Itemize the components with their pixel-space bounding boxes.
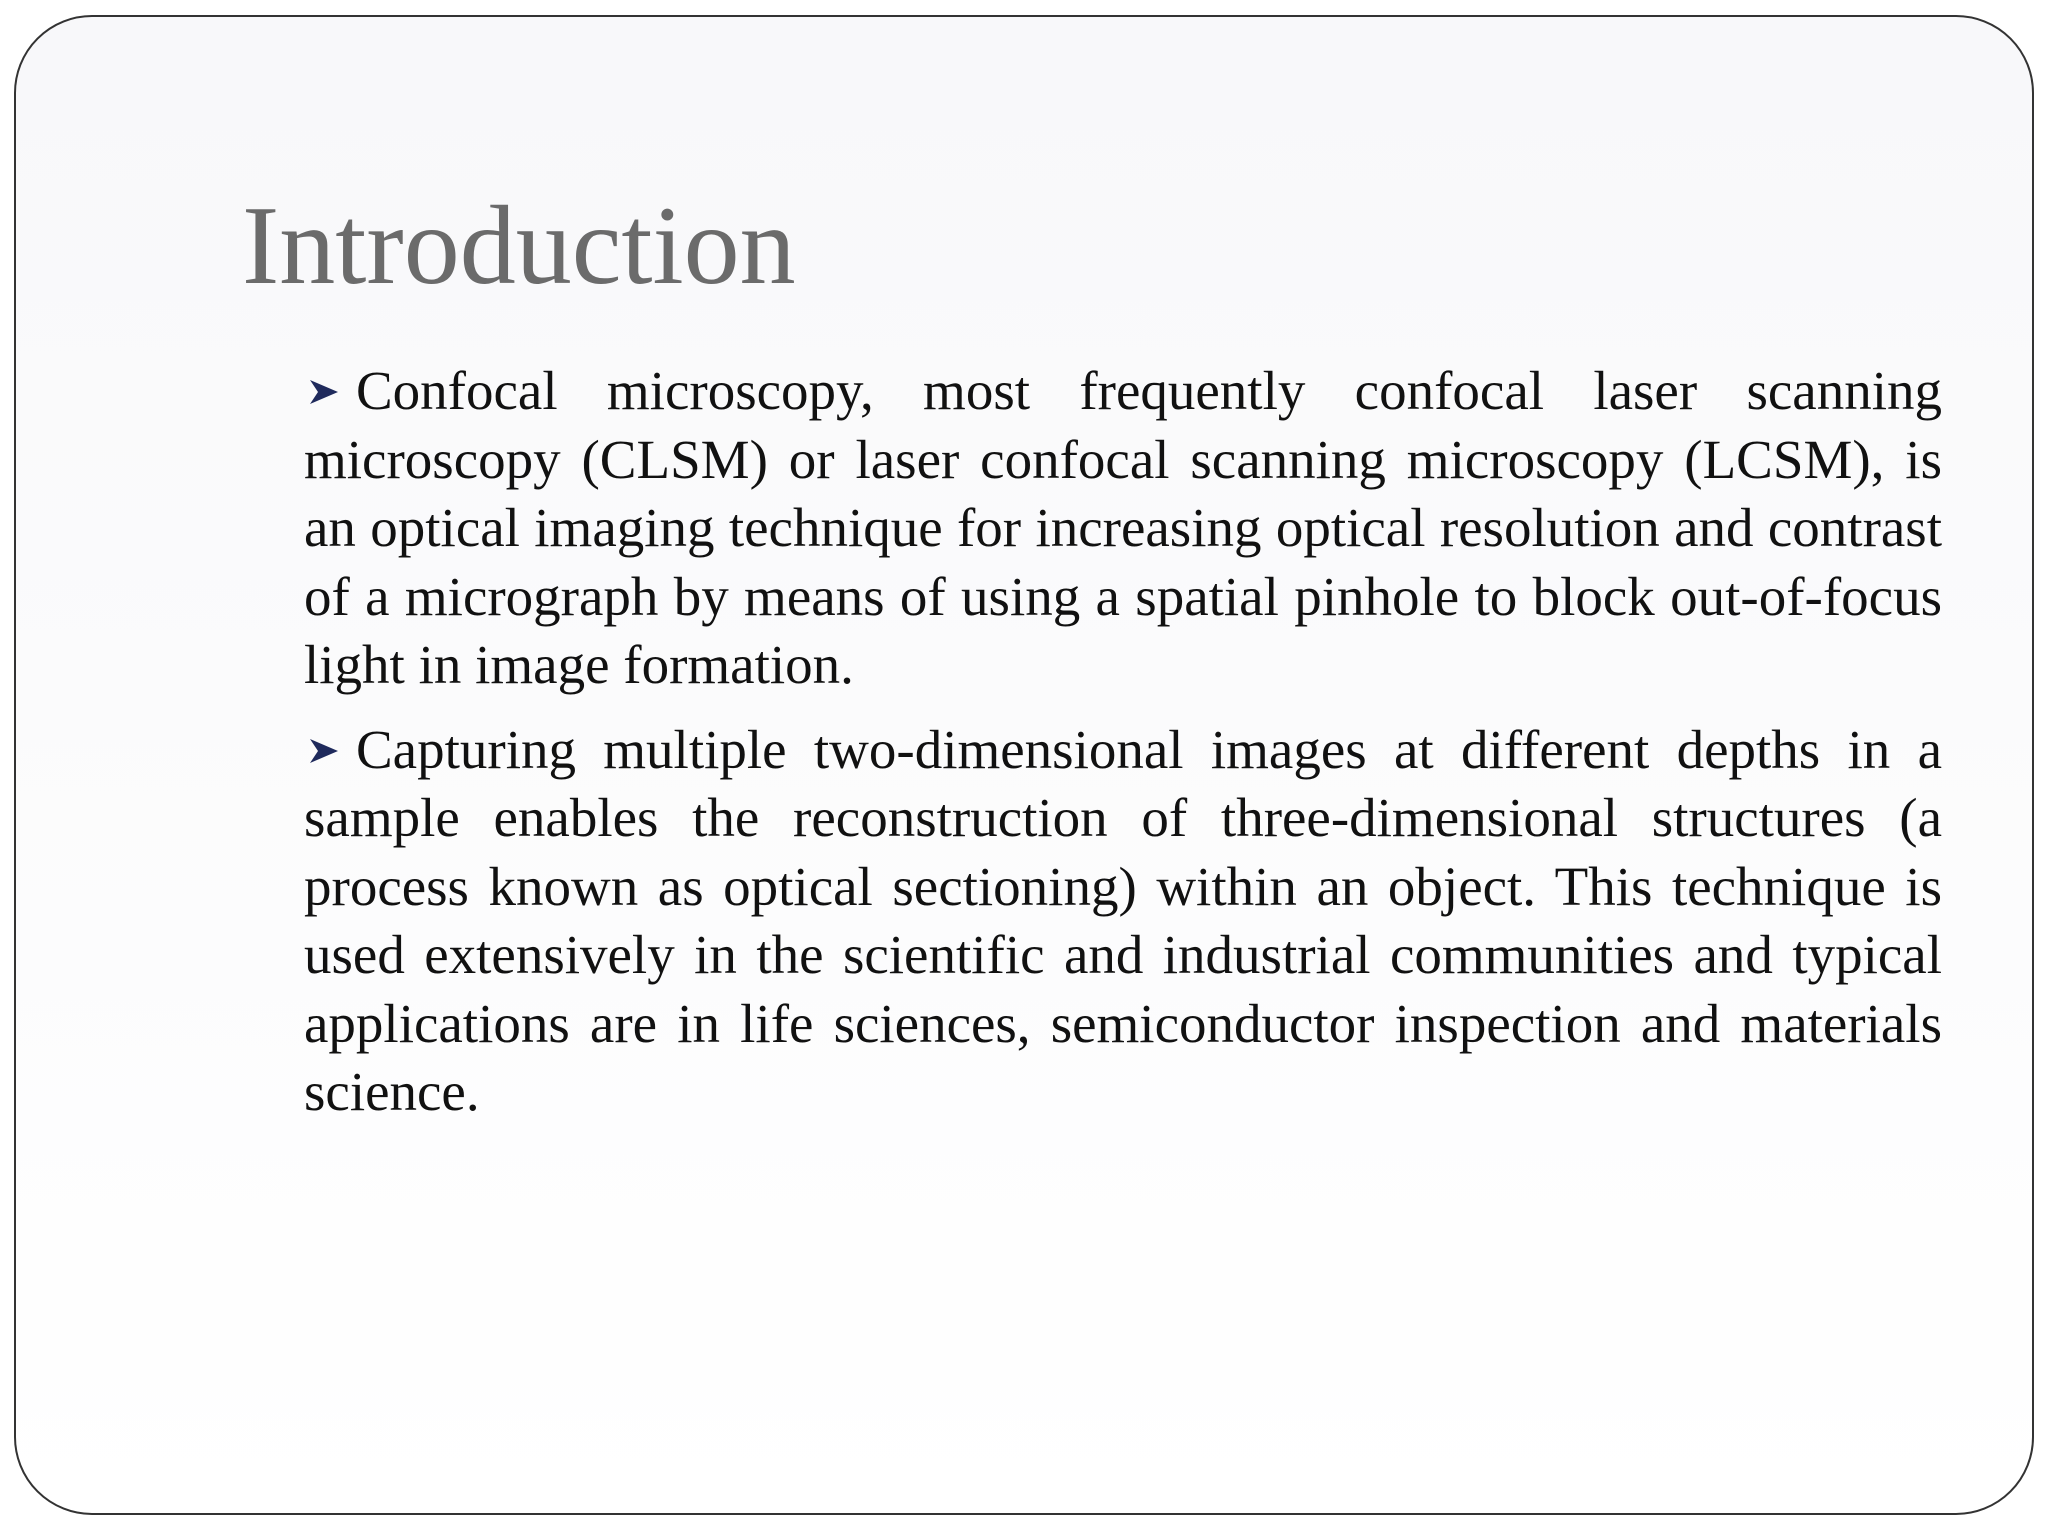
slide-content [304, 357, 1942, 1143]
bullet-item [304, 357, 1942, 700]
bullet-text: Capturing multiple two-dimensional images at different depths in a sample enables the reconstruction of three-dimensional structures (a process known as optical sectioning) within an object. This technique is used extensively in the scientific and industrial communities and typical applications are in life sciences, semiconductor inspection and materials science. [304, 718, 1942, 1122]
bullet-item [304, 716, 1942, 1127]
arrow-bullet-icon [304, 377, 344, 407]
slide-title: Introduction [242, 184, 796, 308]
slide-frame [14, 15, 2034, 1515]
arrow-bullet-icon [304, 736, 344, 766]
bullet-text: Confocal microscopy, most frequently confocal laser scanning microscopy (CLSM) or laser confocal scanning microscopy (LCSM), is an optical imaging technique for increasing optical resolution and contrast of a micrograph by means of using a spatial pinhole to block out-of-focus light in image formation. [304, 360, 1942, 695]
